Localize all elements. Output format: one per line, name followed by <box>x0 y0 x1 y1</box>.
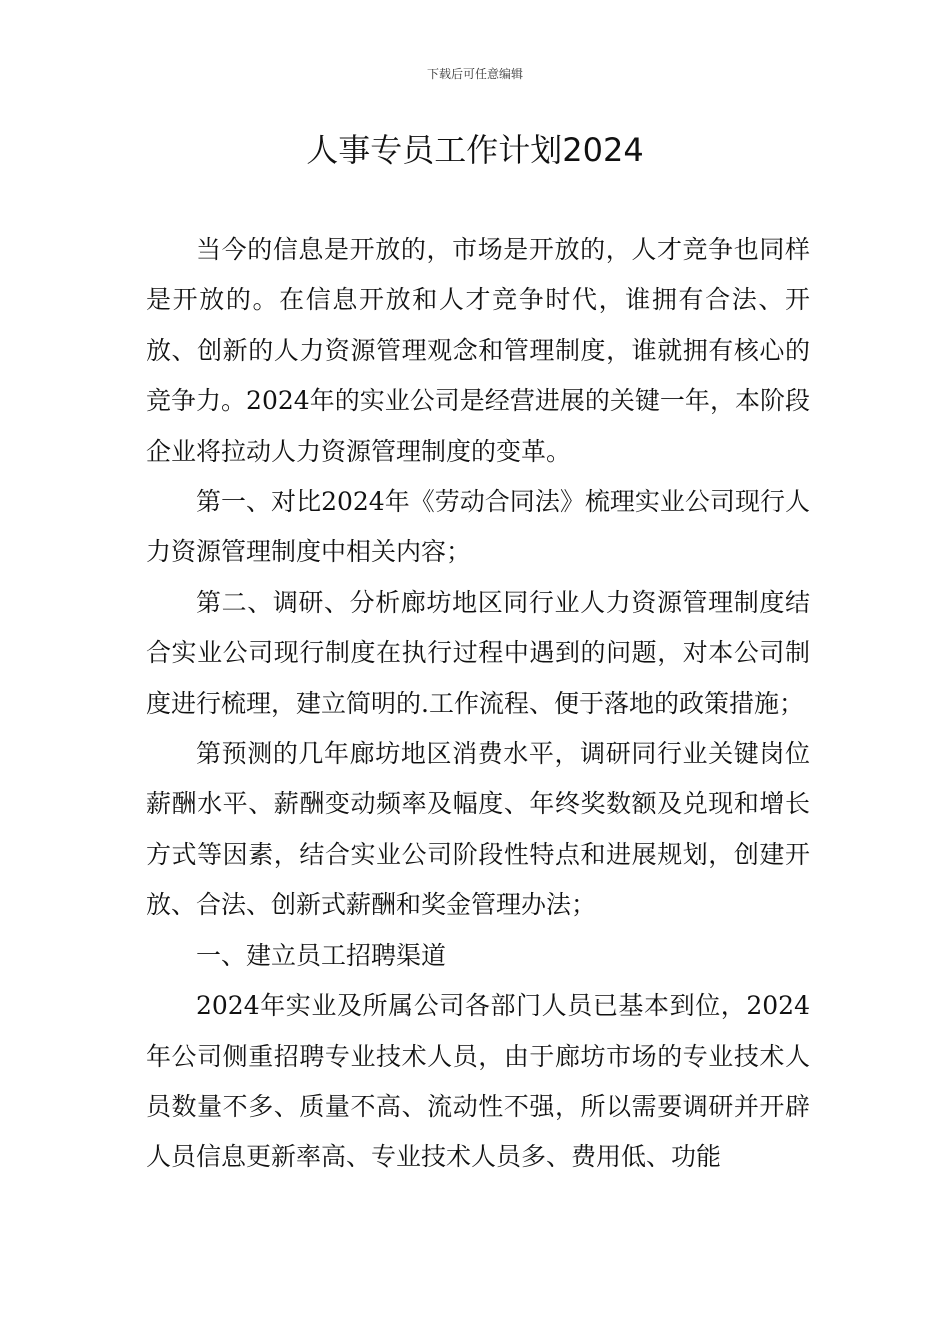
document-title: 人事专员工作计划2024 <box>306 131 644 169</box>
page-header-note: 下载后可任意编辑 <box>426 67 523 81</box>
document-body <box>146 225 810 1183</box>
section-heading-recruitment: 一、建立员工招聘渠道 <box>196 940 447 970</box>
paragraph-intro: 当今的信息是开放的，市场是开放的，人才竞争也同样是开放的。在信息开放和人才竞争时代，谁拥有合法、开放、创新的人力资源管理观念和管理制度，谁就拥有核心的竞争力。2024年的实业公司是经营进展的关键一年，本阶段企业将拉动人力资源管理制度的变革。 <box>146 235 810 466</box>
paragraph-second: 第二、调研、分析廊坊地区同行业人力资源管理制度结合实业公司现行制度在执行过程中遇到的问题，对本公司制度进行梳理，建立简明的.工作流程、便于落地的政策措施； <box>146 587 810 718</box>
paragraph-recruitment: 2024年实业及所属公司各部门人员已基本到位，2024年公司侧重招聘专业技术人员，由于廊坊市场的专业技术人员数量不多、质量不高、流动性不强，所以需要调研并开辟人员信息更新率高、专业技术人员多、费用低、功能 <box>146 991 810 1172</box>
paragraph-third: 第预测的几年廊坊地区消费水平，调研同行业关键岗位薪酬水平、薪酬变动频率及幅度、年终奖数额及兑现和增长方式等因素，结合实业公司阶段性特点和进展规划，创建开放、合法、创新式薪酬和奖金管理办法； <box>146 739 810 920</box>
paragraph-first: 第一、对比2024年《劳动合同法》梳理实业公司现行人力资源管理制度中相关内容； <box>146 487 810 567</box>
